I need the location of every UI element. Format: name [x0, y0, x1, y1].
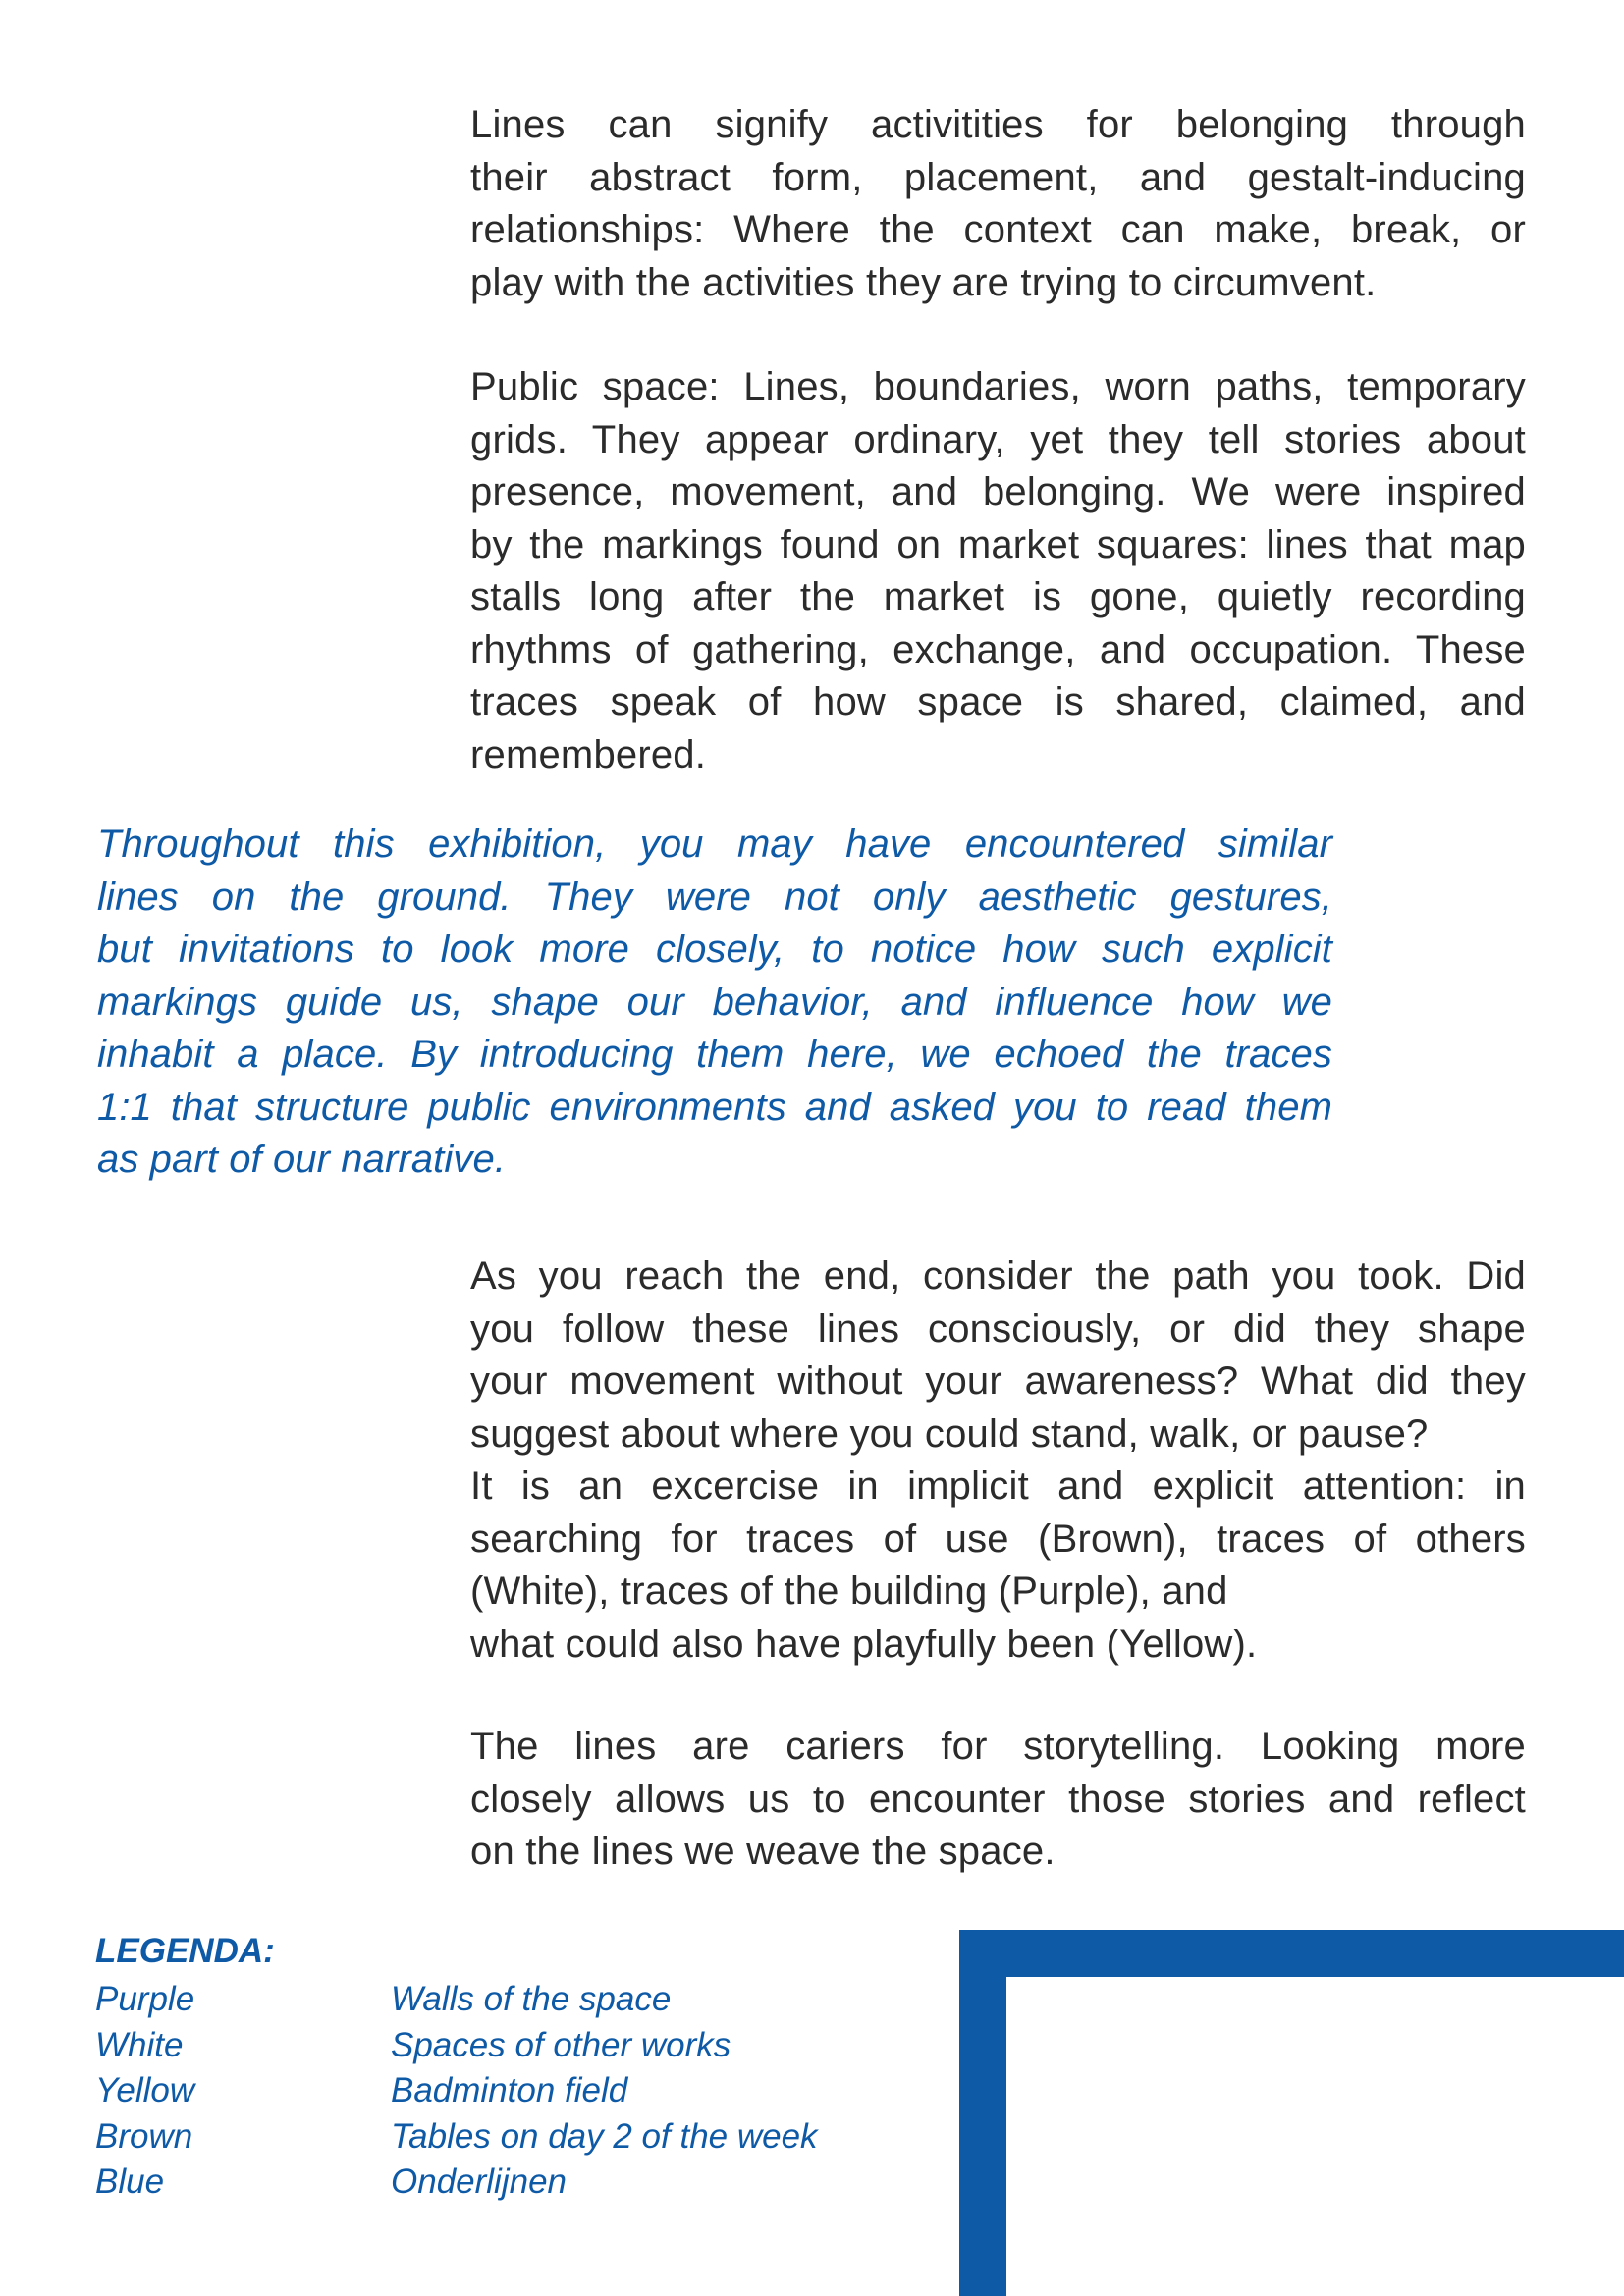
- frame-left-bar: [959, 1930, 1006, 2296]
- text-line: stalls long after the market is gone, quietly recording: [470, 575, 1526, 618]
- legend-value: Tables on day 2 of the week: [391, 2116, 818, 2156]
- text-line: what could also have playfully been (Yellow).: [470, 1622, 1258, 1666]
- text-line: on the lines we weave the space.: [470, 1830, 1056, 1873]
- legend-item: [95, 2068, 818, 2114]
- legend-value: Spaces of other works: [391, 2025, 731, 2064]
- text-line: traces speak of how space is shared, claimed, and: [470, 680, 1526, 723]
- quote-line: but invitations to look more closely, to notice how such explicit: [97, 928, 1332, 971]
- quote-line: as part of our narrative.: [97, 1138, 507, 1181]
- legend-item: [95, 2023, 818, 2069]
- legend-value: Onderlijnen: [391, 2163, 567, 2201]
- paragraph-public-space: [470, 361, 1526, 781]
- text-line: you follow these lines consciously, or did they shape: [470, 1307, 1526, 1351]
- legend-title: LEGENDA:: [95, 1932, 275, 1970]
- text-line: their abstract form, placement, and gestalt-inducing: [470, 155, 1526, 199]
- text-line: your movement without your awareness? What did they: [470, 1360, 1526, 1403]
- text-line: relationships: Where the context can make, break, or: [470, 208, 1526, 251]
- text-line: Public space: Lines, boundaries, worn paths, temporary: [470, 365, 1526, 408]
- text-line: by the markings found on market squares: lines that map: [470, 522, 1526, 566]
- legend-key: Purple: [95, 1980, 195, 2018]
- text-line: grids. They appear ordinary, yet they tell stories about: [470, 417, 1526, 461]
- paragraph-reach-the-end: [470, 1251, 1526, 1671]
- legend-key: Brown: [95, 2116, 193, 2156]
- legend-item: [95, 2114, 818, 2161]
- exhibition-quote: [97, 819, 1332, 1187]
- quote-line: markings guide us, shape our behavior, and influence how we: [97, 980, 1332, 1024]
- legend-item: [95, 2160, 818, 2206]
- paragraph-lines-signify: [470, 99, 1526, 309]
- legend-item: [95, 1977, 818, 2023]
- blue-corner-frame: [959, 1930, 1624, 2296]
- frame-top-bar: [959, 1930, 1624, 1977]
- text-line: (White), traces of the building (Purple), and: [470, 1570, 1228, 1613]
- legend-value: Badminton field: [391, 2071, 628, 2109]
- paragraph-storytelling: [470, 1721, 1526, 1879]
- text-line: rhythms of gathering, exchange, and occupation. These: [470, 627, 1526, 671]
- legend-key: Yellow: [95, 2071, 195, 2109]
- quote-line: inhabit a place. By introducing them here, we echoed the traces: [97, 1033, 1332, 1076]
- legend-key: Blue: [95, 2163, 165, 2201]
- text-line: As you reach the end, consider the path you took. Did: [470, 1255, 1526, 1298]
- quote-line: lines on the ground. They were not only aesthetic gestures,: [97, 875, 1332, 919]
- text-line: presence, movement, and belonging. We were inspired: [470, 470, 1526, 513]
- text-line: suggest about where you could stand, walk, or pause?: [470, 1412, 1429, 1456]
- quote-line: Throughout this exhibition, you may have encountered similar: [97, 823, 1332, 866]
- text-line: It is an excercise in implicit and explicit attention: in: [470, 1465, 1526, 1508]
- quote-line: 1:1 that structure public environments and asked you to read them: [97, 1085, 1332, 1129]
- text-line: play with the activities they are trying to circumvent.: [470, 260, 1377, 304]
- text-line: searching for traces of use (Brown), traces of others: [470, 1517, 1526, 1561]
- text-line: remembered.: [470, 732, 707, 776]
- legend-value: Walls of the space: [391, 1980, 672, 2018]
- text-line: The lines are cariers for storytelling. Looking more: [470, 1725, 1526, 1768]
- text-line: Lines can signify activitities for belonging through: [470, 103, 1526, 146]
- text-line: closely allows us to encounter those stories and reflect: [470, 1777, 1526, 1821]
- legend-key: White: [95, 2025, 184, 2064]
- legend-list: [95, 1977, 818, 2206]
